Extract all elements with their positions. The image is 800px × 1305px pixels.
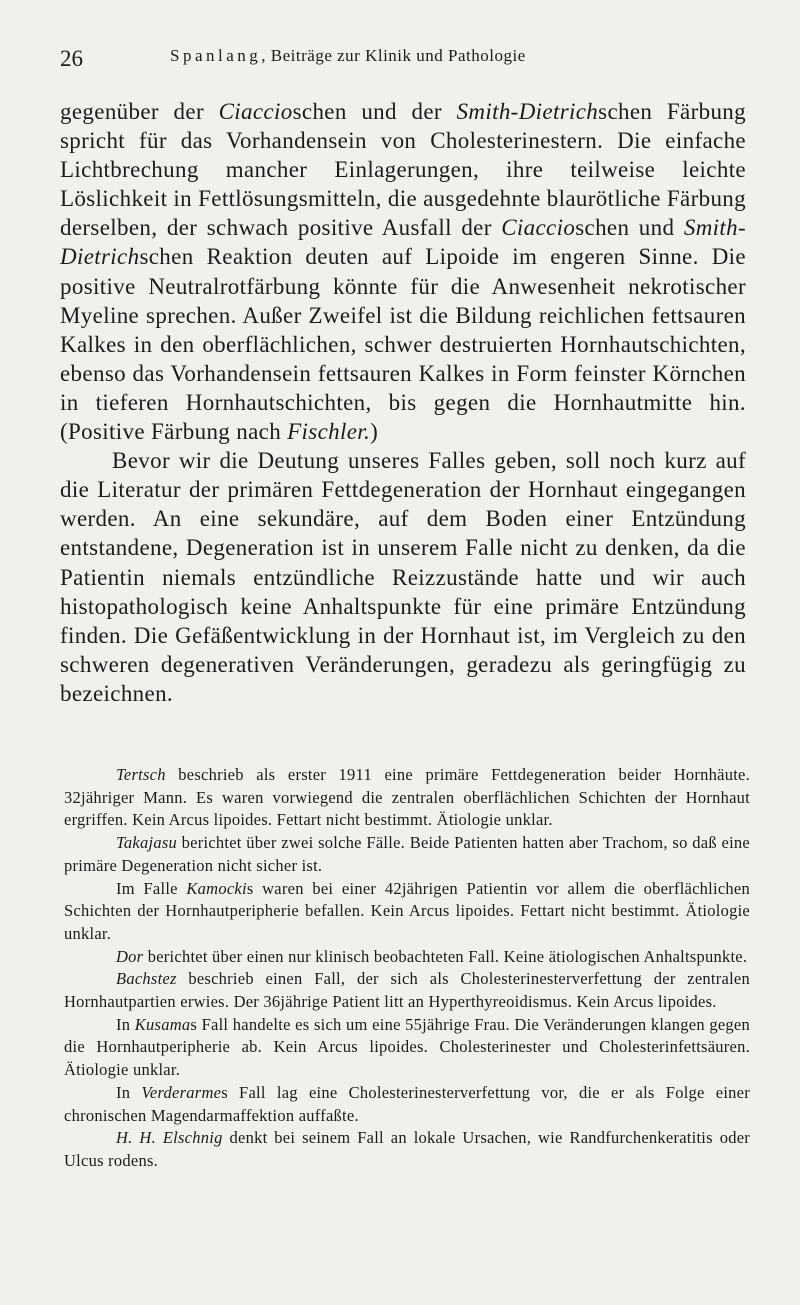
- note-author: Kusama: [134, 1014, 191, 1034]
- note-author: Dor: [116, 946, 144, 966]
- note-text: s Fall handelte es sich um eine 55jährige Frau. Die Veränderungen klangen gegen die Hornhautperipherie ab. Kein Arcus lipoides. Cholesterinester und Cholesterinfettsäuren. Ätiologie unklar.: [64, 1014, 750, 1080]
- note-verderarme: [64, 1082, 750, 1127]
- note-prefix: Im Falle: [116, 878, 187, 898]
- literature-notes: [64, 764, 750, 1173]
- note-author: Bachstez: [116, 969, 177, 989]
- note-text: berichtet über zwei solche Fälle. Beide Patienten hatten aber Trachom, so daß eine primäre Degeneration nicht sicher ist.: [64, 833, 750, 875]
- running-title: [170, 46, 526, 66]
- p1-text-4: schen und: [575, 215, 684, 241]
- p1-italic-smith-dietrich: Smith-Dietrich: [456, 99, 599, 124]
- note-author: H. H. Elschnig: [116, 1128, 223, 1148]
- note-prefix: In: [116, 1014, 135, 1034]
- note-author: Tertsch: [116, 765, 166, 784]
- running-title-text: , Beiträge zur Klinik und Pathologie: [261, 46, 526, 65]
- p1-text-3: schen Färbung spricht für das Vorhandensein von Cholesterinestern. Die einfache Lichtbrechung mancher Einlagerungen, ihre teilweise leichte Löslichkeit in Fettlösungsmitteln, die ausgedehnte blaurötliche Färbung derselben, der schwach positive Ausfall der: [60, 99, 747, 241]
- p1-text-1: gegenüber der: [60, 99, 219, 124]
- p1-text-5: schen Reaktion deuten auf Lipoide im engeren Sinne. Die positive Neutralrotfärbung könnte für die Anwesenheit nekrotischer Myeline sprechen. Außer Zweifel ist die Bildung reichlichen fettsauren Kalkes in den oberflächlichen, schwer destruierten Hornhautschichten, ebenso das Vorhandensein fettsauren Kalkes in Form feinster Körnchen in tieferen Hornhautschichten, bis gegen die Hornhautmitte hin. (Positive Färbung nach: [60, 244, 746, 445]
- note-text: s waren bei einer 42jährigen Patientin vor allem die oberflächlichen Schichten der Hornhautperipherie befallen. Kein Arcus lipoides. Fettart nicht bestimmt. Ätiologie unklar.: [64, 878, 751, 943]
- p1-italic-ciaccio: Ciaccio: [218, 99, 293, 124]
- note-dor: [64, 946, 750, 969]
- note-kamocki: [64, 878, 750, 946]
- note-prefix: In: [116, 1082, 142, 1102]
- note-author: Verderarme: [141, 1082, 222, 1102]
- paragraph-2: Bevor wir die Deutung unseres Falles geben, soll noch kurz auf die Literatur der primären Fettdegeneration der Hornhaut eingegangen werden. An eine sekundäre, auf dem Boden einer Entzündung entstandene, Degeneration ist in unserem Falle nicht zu denken, da die Patientin niemals entzündliche Reizzustände hatte und wir auch histopathologisch keine Anhaltspunkte für eine primäre Entzündung finden. Die Gefäßentwicklung in der Hornhaut ist, im Vergleich zu den schweren degenerativen Veränderungen, geradezu als geringfügig zu bezeichnen.: [60, 448, 746, 706]
- note-bachstez: [64, 968, 750, 1013]
- page-number: 26: [60, 46, 83, 71]
- note-takajasu: [64, 832, 750, 877]
- main-text: [60, 97, 746, 708]
- p1-italic-ciaccio-2: Ciaccio: [501, 215, 576, 241]
- note-text: beschrieb einen Fall, der sich als Cholesterinesterverfettung der zentralen Hornhautpartien erwies. Der 36jährige Patient litt an Hyperthyreoidismus. Kein Arcus lipoides.: [64, 969, 750, 1012]
- note-text: s Fall lag eine Cholesterinesterverfettung vor, die er als Folge einer chronischen Magendarmaffektion auffaßte.: [64, 1082, 750, 1125]
- p1-text-6: ): [370, 419, 379, 445]
- p1-italic-smith-dietrich-2: Smith-Dietrich: [60, 215, 746, 270]
- paragraph-1: [60, 97, 746, 446]
- note-author: Takajasu: [116, 833, 177, 853]
- note-elschnig: [64, 1127, 750, 1172]
- note-tertsch: [64, 764, 750, 832]
- running-header: [60, 40, 740, 80]
- note-text: denkt bei seinem Fall an lokale Ursachen, wie Randfurchenkeratitis oder Ulcus rodens.: [64, 1128, 751, 1170]
- note-author: Kamocki: [186, 878, 247, 898]
- note-kusama: [64, 1014, 750, 1082]
- note-text: beschrieb als erster 1911 eine primäre Fettdegeneration beider Hornhäute. 32jähriger Mann. Es waren vorwiegend die zentralen oberflächlichen Schichten der Hornhaut ergriffen. Kein Arcus lipoides. Fettart nicht bestimmt. Ätiologie unklar.: [64, 765, 750, 830]
- p1-text-2: schen und der: [292, 99, 457, 124]
- note-text: berichtet über einen nur klinisch beobachteten Fall. Keine ätiologischen Anhaltspunkte.: [143, 946, 748, 966]
- running-title-author: Spanlang: [170, 46, 262, 65]
- p1-italic-fischler: Fischler.: [287, 419, 371, 445]
